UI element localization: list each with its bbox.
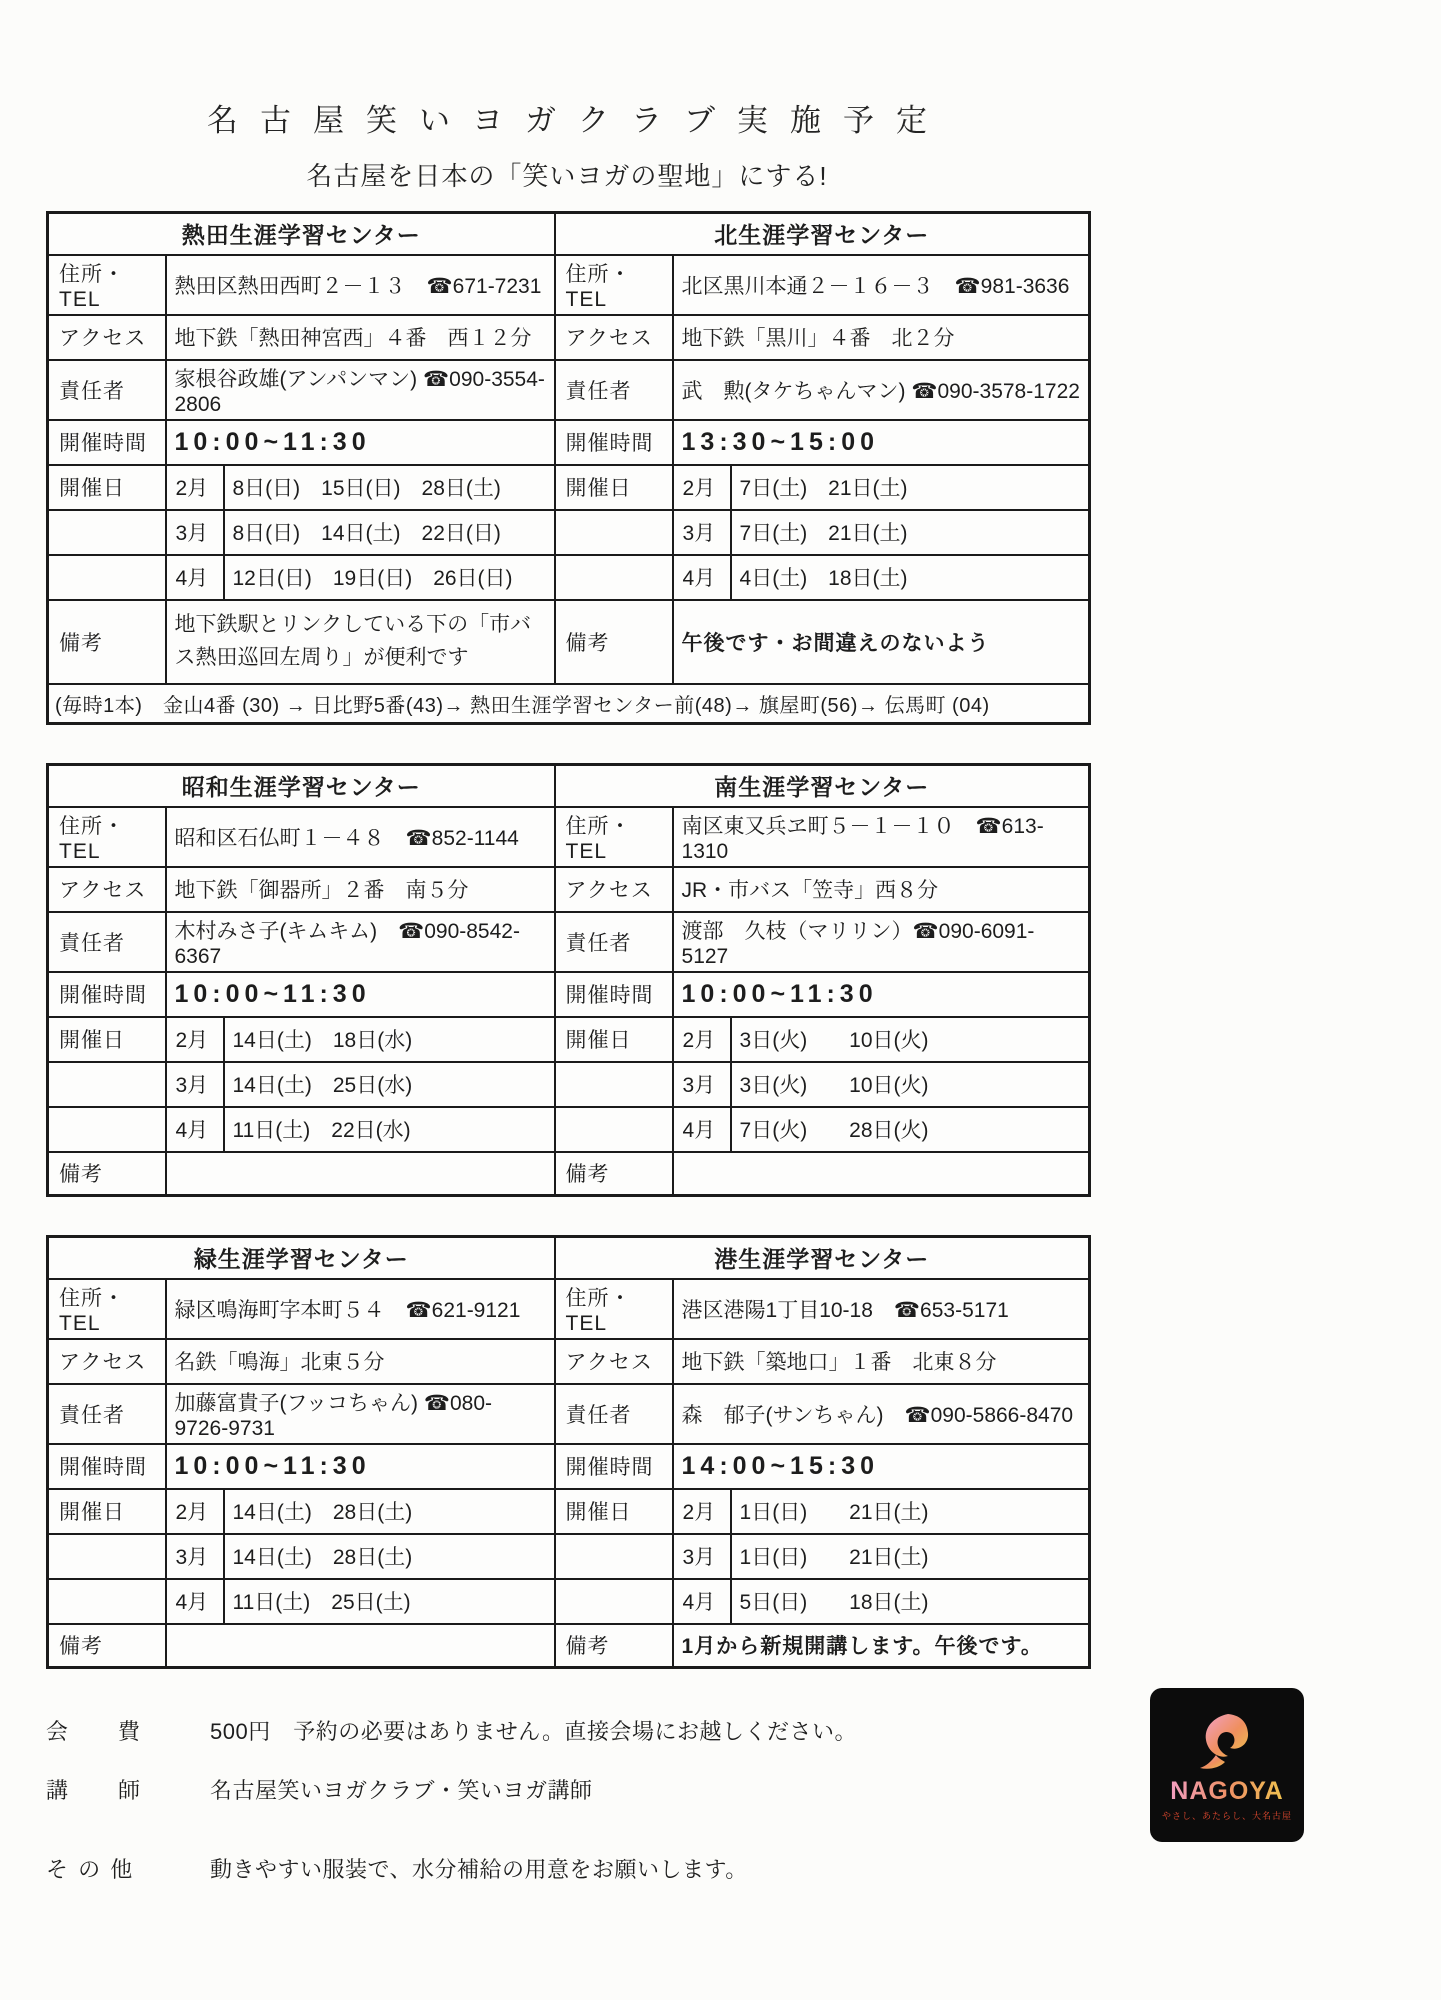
table-row: [48, 1624, 1090, 1668]
days-cell: 8日(日) 15日(日) 28日(土): [224, 465, 555, 510]
shachihoko-icon: [1195, 1712, 1259, 1775]
table-row: [48, 1339, 1090, 1384]
table-row: [48, 465, 1090, 510]
table-row: [48, 510, 1090, 555]
month-cell: 4月: [673, 555, 731, 600]
table-row: [48, 867, 1090, 912]
time-label: 開催時間: [48, 420, 166, 465]
days-cell: 11日(土) 25日(土): [224, 1579, 555, 1624]
empty-label-cell: [48, 1579, 166, 1624]
days-cell: 7日(火) 28日(火): [731, 1107, 1090, 1152]
instructor-text: 名古屋笑いヨガクラブ・笑いヨガ講師: [210, 1778, 593, 1803]
other-line: [46, 1853, 1088, 1884]
manager-label: 責任者: [48, 360, 166, 420]
other-label: そ の 他: [46, 1857, 135, 1882]
address-value: 南区東又兵ヱ町５－１－１０ ☎613-1310: [673, 807, 1090, 867]
days-cell: 5日(日) 18日(土): [731, 1579, 1090, 1624]
notes-label: 備考: [48, 600, 166, 684]
month-cell: 2月: [673, 465, 731, 510]
nagoya-city-logo: [1150, 1688, 1304, 1842]
address-value: 北区黒川本通２－１６－３ ☎981-3636: [673, 255, 1090, 315]
address-label: 住所・TEL: [48, 255, 166, 315]
empty-label-cell: [48, 1534, 166, 1579]
month-cell: 2月: [673, 1017, 731, 1062]
notes-label: 備考: [555, 600, 673, 684]
access-label: アクセス: [48, 315, 166, 360]
table-row: [48, 1579, 1090, 1624]
notes-value: 1月から新規開講します。午後です。: [673, 1624, 1090, 1668]
notes-label: 備考: [555, 1624, 673, 1668]
schedule-table-midori-minato: [46, 1235, 1091, 1669]
address-label: 住所・TEL: [48, 807, 166, 867]
dates-label: 開催日: [555, 465, 673, 510]
month-cell: 3月: [673, 1062, 731, 1107]
address-value: 緑区鳴海町字本町５４ ☎621-9121: [166, 1279, 555, 1339]
table-row: [48, 1107, 1090, 1152]
center-name-minami: 南生涯学習センター: [555, 765, 1090, 807]
month-cell: 3月: [673, 1534, 731, 1579]
dates-label: 開催日: [48, 1017, 166, 1062]
table-row: [48, 1062, 1090, 1107]
document-content: [46, 95, 1088, 1884]
dates-label: 開催日: [555, 1489, 673, 1534]
page-title: 名古屋笑いヨガクラブ実施予定: [207, 103, 949, 138]
address-label: 住所・TEL: [555, 255, 673, 315]
days-cell: 7日(土) 21日(土): [731, 510, 1090, 555]
fee-line: [46, 1715, 1088, 1746]
days-cell: 1日(日) 21日(土): [731, 1489, 1090, 1534]
footer-info: [46, 1715, 1088, 1884]
table-row: [48, 972, 1090, 1017]
table-row: [48, 765, 1090, 807]
manager-value: 加藤富貴子(フッコちゃん) ☎080-9726-9731: [166, 1384, 555, 1444]
manager-value: 渡部 久枝（マリリン）☎090-6091-5127: [673, 912, 1090, 972]
table-row: [48, 684, 1090, 724]
days-cell: 11日(土) 22日(水): [224, 1107, 555, 1152]
address-label: 住所・TEL: [555, 807, 673, 867]
dates-label: 開催日: [555, 1017, 673, 1062]
table-row: [48, 1444, 1090, 1489]
schedule-table-showa-minami: [46, 763, 1091, 1197]
month-cell: 4月: [673, 1579, 731, 1624]
center-name-minato: 港生涯学習センター: [555, 1237, 1090, 1279]
empty-label-cell: [555, 1534, 673, 1579]
address-value: 港区港陽1丁目10-18 ☎653-5171: [673, 1279, 1090, 1339]
instructor-label: 講 師: [46, 1778, 143, 1803]
time-value: 10:00~11:30: [166, 1444, 555, 1489]
empty-label-cell: [555, 1062, 673, 1107]
access-value: 地下鉄「御器所」２番 南５分: [166, 867, 555, 912]
days-cell: 1日(日) 21日(土): [731, 1534, 1090, 1579]
month-cell: 2月: [166, 1489, 224, 1534]
manager-value: 武 勲(タケちゃんマン) ☎090-3578-1722: [673, 360, 1090, 420]
nagoya-logo-tagline: やさし、あたらし、大名古屋: [1161, 1811, 1292, 1821]
access-value: 名鉄「鳴海」北東５分: [166, 1339, 555, 1384]
table-row: [48, 420, 1090, 465]
table-row: [48, 600, 1090, 684]
table-row: [48, 213, 1090, 255]
month-cell: 3月: [673, 510, 731, 555]
center-name-kita: 北生涯学習センター: [555, 213, 1090, 255]
schedule-table-atsuta-kita: [46, 211, 1091, 725]
month-cell: 3月: [166, 1062, 224, 1107]
time-value: 14:00~15:30: [673, 1444, 1090, 1489]
notes-value: [166, 1624, 555, 1668]
month-cell: 3月: [166, 1534, 224, 1579]
notes-label: 備考: [48, 1152, 166, 1196]
access-label: アクセス: [555, 1339, 673, 1384]
time-value: 10:00~11:30: [673, 972, 1090, 1017]
access-value: 地下鉄「黒川」４番 北２分: [673, 315, 1090, 360]
manager-value: 家根谷政雄(アンパンマン) ☎090-3554-2806: [166, 360, 555, 420]
time-label: 開催時間: [48, 1444, 166, 1489]
table-row: [48, 1489, 1090, 1534]
days-cell: 8日(日) 14日(土) 22日(日): [224, 510, 555, 555]
manager-label: 責任者: [555, 912, 673, 972]
table-row: [48, 255, 1090, 315]
empty-label-cell: [48, 555, 166, 600]
month-cell: 4月: [166, 1107, 224, 1152]
days-cell: 14日(土) 28日(土): [224, 1534, 555, 1579]
access-label: アクセス: [48, 1339, 166, 1384]
table-row: [48, 912, 1090, 972]
month-cell: 2月: [673, 1489, 731, 1534]
address-label: 住所・TEL: [555, 1279, 673, 1339]
table-row: [48, 1152, 1090, 1196]
manager-label: 責任者: [48, 1384, 166, 1444]
table-row: [48, 807, 1090, 867]
days-cell: 3日(火) 10日(火): [731, 1062, 1090, 1107]
center-name-showa: 昭和生涯学習センター: [48, 765, 555, 807]
month-cell: 4月: [166, 555, 224, 600]
empty-label-cell: [555, 555, 673, 600]
time-value: 10:00~11:30: [166, 972, 555, 1017]
empty-label-cell: [555, 510, 673, 555]
table-row: [48, 1237, 1090, 1279]
instructor-line: [46, 1774, 1088, 1805]
other-text: 動きやすい服装で、水分補給の用意をお願いします。: [210, 1857, 748, 1882]
time-value: 10:00~11:30: [166, 420, 555, 465]
dates-label: 開催日: [48, 465, 166, 510]
month-cell: 2月: [166, 1017, 224, 1062]
empty-label-cell: [555, 1579, 673, 1624]
notes-value: [166, 1152, 555, 1196]
manager-label: 責任者: [48, 912, 166, 972]
table-row: [48, 1279, 1090, 1339]
access-value: 地下鉄「熱田神宮西」４番 西１２分: [166, 315, 555, 360]
manager-value: 木村みさ子(キムキム) ☎090-8542-6367: [166, 912, 555, 972]
empty-label-cell: [555, 1107, 673, 1152]
fee-text: 500円 予約の必要はありません。直接会場にお越しください。: [210, 1719, 858, 1744]
notes-value: 午後です・お間違えのないよう: [673, 600, 1090, 684]
manager-label: 責任者: [555, 1384, 673, 1444]
table-row: [48, 1384, 1090, 1444]
empty-label-cell: [48, 1107, 166, 1152]
empty-label-cell: [48, 510, 166, 555]
access-label: アクセス: [48, 867, 166, 912]
time-label: 開催時間: [555, 972, 673, 1017]
access-label: アクセス: [555, 315, 673, 360]
center-name-atsuta: 熱田生涯学習センター: [48, 213, 555, 255]
table-row: [48, 360, 1090, 420]
notes-label: 備考: [48, 1624, 166, 1668]
notes-label: 備考: [555, 1152, 673, 1196]
bus-route-note: (毎時1本) 金山4番 (30) → 日比野5番(43)→ 熱田生涯学習センター前(48)→ 旗屋町(56)→ 伝馬町 (04): [48, 684, 1090, 724]
manager-value: 森 郁子(サンちゃん) ☎090-5866-8470: [673, 1384, 1090, 1444]
time-label: 開催時間: [555, 1444, 673, 1489]
time-value: 13:30~15:00: [673, 420, 1090, 465]
address-value: 熱田区熱田西町２－１３ ☎671-7231: [166, 255, 555, 315]
nagoya-logo-text: NAGOYA: [1170, 1777, 1284, 1805]
page-subtitle: 名古屋を日本の「笑いヨガの聖地」にする!: [306, 161, 828, 191]
days-cell: 14日(土) 28日(土): [224, 1489, 555, 1534]
table-row: [48, 1534, 1090, 1579]
address-value: 昭和区石仏町１－４８ ☎852-1144: [166, 807, 555, 867]
address-label: 住所・TEL: [48, 1279, 166, 1339]
fee-label: 会 費: [46, 1719, 143, 1744]
days-cell: 7日(土) 21日(土): [731, 465, 1090, 510]
dates-label: 開催日: [48, 1489, 166, 1534]
month-cell: 3月: [166, 510, 224, 555]
table-row: [48, 555, 1090, 600]
month-cell: 2月: [166, 465, 224, 510]
days-cell: 14日(土) 18日(水): [224, 1017, 555, 1062]
empty-label-cell: [48, 1062, 166, 1107]
time-label: 開催時間: [555, 420, 673, 465]
days-cell: 3日(火) 10日(火): [731, 1017, 1090, 1062]
access-value: 地下鉄「築地口」１番 北東８分: [673, 1339, 1090, 1384]
center-name-midori: 緑生涯学習センター: [48, 1237, 555, 1279]
days-cell: 12日(日) 19日(日) 26日(日): [224, 555, 555, 600]
access-value: JR・市バス「笠寺」西８分: [673, 867, 1090, 912]
table-row: [48, 315, 1090, 360]
manager-label: 責任者: [555, 360, 673, 420]
table-row: [48, 1017, 1090, 1062]
notes-value: [673, 1152, 1090, 1196]
month-cell: 4月: [166, 1579, 224, 1624]
time-label: 開催時間: [48, 972, 166, 1017]
access-label: アクセス: [555, 867, 673, 912]
month-cell: 4月: [673, 1107, 731, 1152]
days-cell: 14日(土) 25日(水): [224, 1062, 555, 1107]
notes-value: 地下鉄駅とリンクしている下の「市バス熱田巡回左周り」が便利です: [166, 600, 555, 684]
days-cell: 4日(土) 18日(土): [731, 555, 1090, 600]
